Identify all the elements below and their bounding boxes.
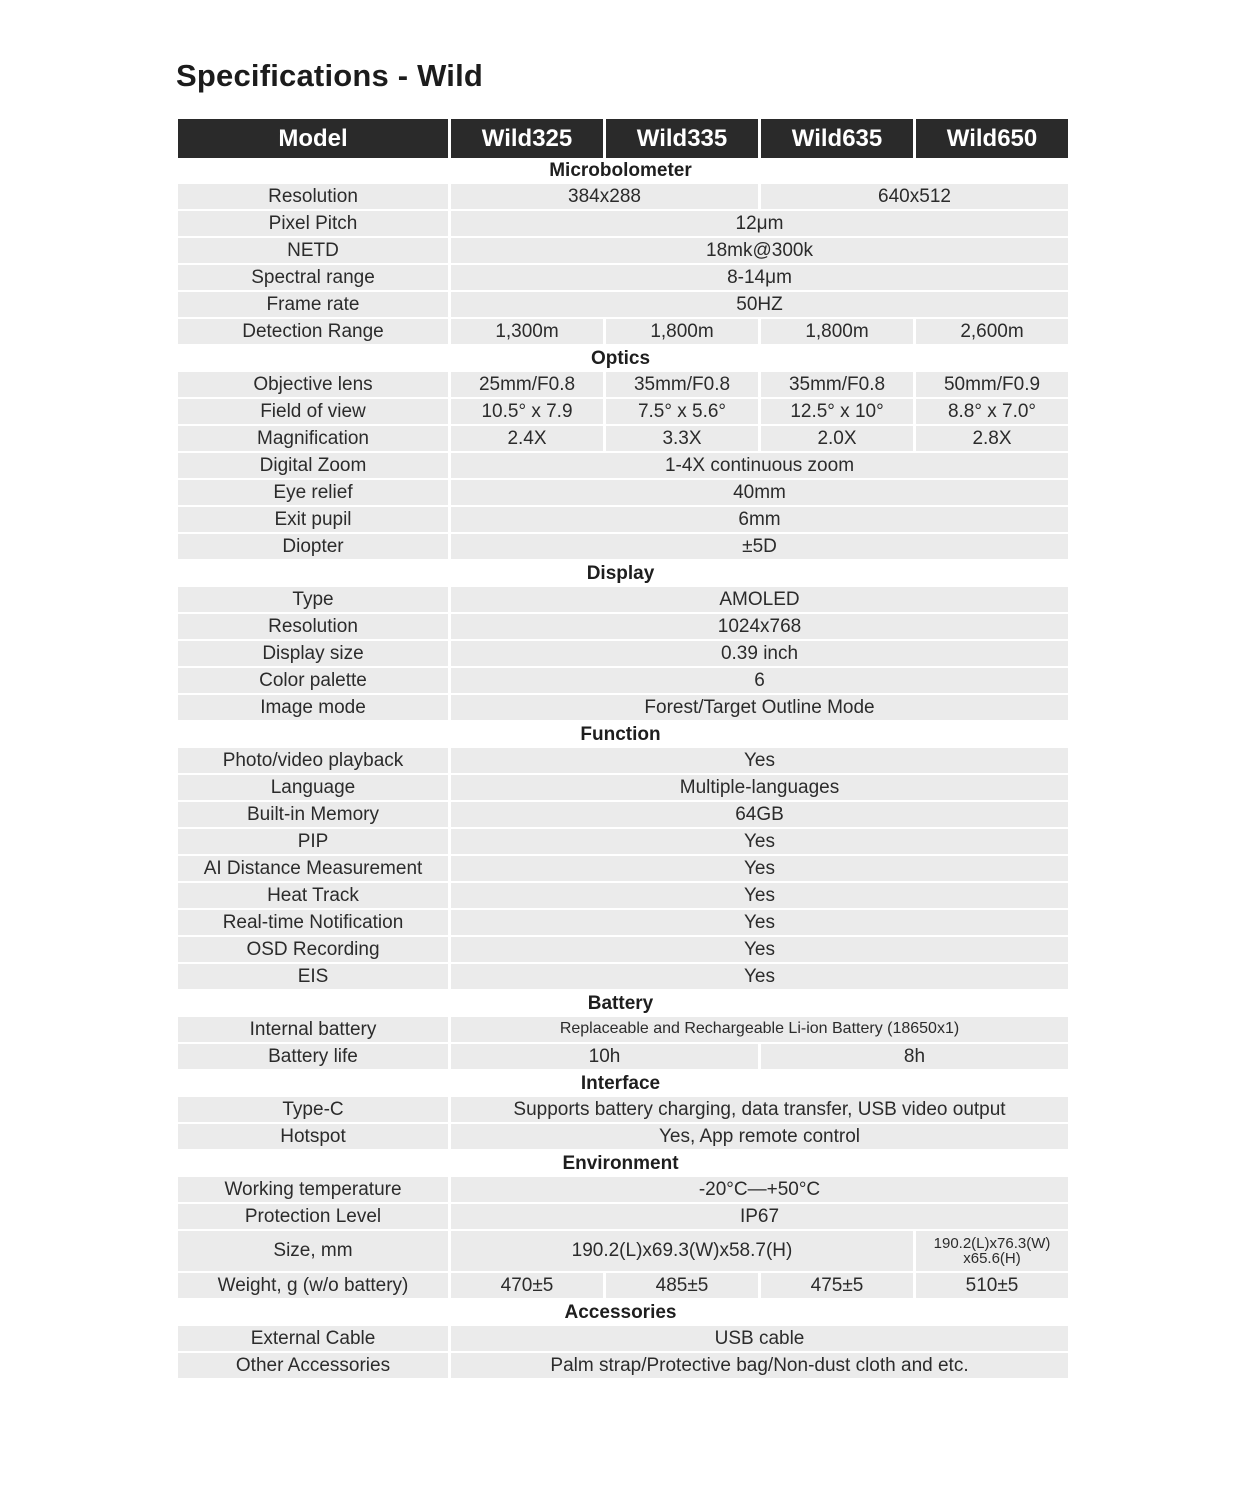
value-cell: 1,300m [451,319,603,344]
row-label: Weight, g (w/o battery) [178,1273,448,1298]
value-cell: -20°C—+50°C [451,1177,1068,1202]
row-label: Detection Range [178,319,448,344]
table-row [178,534,1063,559]
section-heading: Battery [587,993,654,1014]
value-cell: 64GB [451,802,1068,827]
table-row [178,426,1063,451]
table-row [178,319,1063,344]
value-cell: 2.8X [916,426,1068,451]
table-row [178,507,1063,532]
row-label: Photo/video playback [178,748,448,773]
row-label: NETD [178,238,448,263]
row-label: Eye relief [178,480,448,505]
table-row [178,1353,1063,1378]
table-row [178,184,1063,209]
value-cell: 12μm [451,211,1068,236]
table-row [178,668,1063,693]
table-row [178,1017,1063,1042]
table-row [178,292,1063,317]
header-wild335: Wild335 [606,119,758,158]
table-body [178,158,1063,1378]
value-cell: 25mm/F0.8 [451,372,603,397]
table-row [178,775,1063,800]
row-label: Digital Zoom [178,453,448,478]
value-cell: ±5D [451,534,1068,559]
row-label: Type-C [178,1097,448,1122]
value-cell: 190.2(L)x76.3(W) x65.6(H) [916,1231,1068,1271]
value-cell: 2,600m [916,319,1068,344]
value-cell: 12.5° x 10° [761,399,913,424]
table-row [178,695,1063,720]
value-cell: 35mm/F0.8 [606,372,758,397]
row-label: Spectral range [178,265,448,290]
row-label: OSD Recording [178,937,448,962]
row-label: Real-time Notification [178,910,448,935]
row-label: Type [178,587,448,612]
value-cell: 1024x768 [451,614,1068,639]
row-label: Diopter [178,534,448,559]
value-cell: 50mm/F0.9 [916,372,1068,397]
row-label: Built-in Memory [178,802,448,827]
value-cell: 1,800m [761,319,913,344]
value-cell: 384x288 [451,184,758,209]
value-cell: Replaceable and Rechargeable Li-ion Battery (18650x1) [451,1017,1068,1042]
value-cell: Yes [451,937,1068,962]
row-label: PIP [178,829,448,854]
table-row [178,1273,1063,1298]
table-row [178,1326,1063,1351]
table-row [178,453,1063,478]
header-model: Model [178,119,448,158]
row-label: Protection Level [178,1204,448,1229]
value-cell: 2.4X [451,426,603,451]
value-cell: AMOLED [451,587,1068,612]
value-cell: 10h [451,1044,758,1069]
value-cell: 40mm [451,480,1068,505]
row-label: Pixel Pitch [178,211,448,236]
value-cell: 1-4X continuous zoom [451,453,1068,478]
value-cell: USB cable [451,1326,1068,1351]
table-row [178,1231,1063,1271]
table-row [178,1204,1063,1229]
table-row [178,399,1063,424]
table-row [178,641,1063,666]
row-label: Frame rate [178,292,448,317]
value-cell: 475±5 [761,1273,913,1298]
row-label: Color palette [178,668,448,693]
row-label: Display size [178,641,448,666]
value-cell: 8.8° x 7.0° [916,399,1068,424]
value-cell: 8-14μm [451,265,1068,290]
table-row [178,480,1063,505]
section-heading: Display [586,563,655,584]
row-label: Heat Track [178,883,448,908]
table-row [178,614,1063,639]
row-label: Image mode [178,695,448,720]
row-label: Internal battery [178,1017,448,1042]
row-label: Working temperature [178,1177,448,1202]
value-cell: Yes [451,964,1068,989]
value-cell: 8h [761,1044,1068,1069]
section-heading: Optics [590,348,651,369]
value-cell: 50HZ [451,292,1068,317]
row-label: Hotspot [178,1124,448,1149]
spec-table [178,119,1063,1380]
section-heading: Environment [562,1153,679,1174]
value-cell: Yes [451,829,1068,854]
row-label: Size, mm [178,1231,448,1271]
value-cell: 0.39 inch [451,641,1068,666]
table-row [178,964,1063,989]
row-label: Resolution [178,184,448,209]
value-cell: Supports battery charging, data transfer, USB video output [451,1097,1068,1122]
value-cell: Yes [451,748,1068,773]
page-title: Specifications - Wild [176,58,484,93]
table-row [178,802,1063,827]
table-row [178,883,1063,908]
value-cell: Yes [451,883,1068,908]
row-label: Field of view [178,399,448,424]
table-row [178,587,1063,612]
header-wild325: Wild325 [451,119,603,158]
table-row [178,910,1063,935]
table-row [178,265,1063,290]
row-label: AI Distance Measurement [178,856,448,881]
row-label: Language [178,775,448,800]
value-cell: 470±5 [451,1273,603,1298]
value-cell: 3.3X [606,426,758,451]
row-label: EIS [178,964,448,989]
table-row [178,1177,1063,1202]
value-cell: Forest/Target Outline Mode [451,695,1068,720]
row-label: External Cable [178,1326,448,1351]
table-row [178,856,1063,881]
value-cell: IP67 [451,1204,1068,1229]
value-cell: 485±5 [606,1273,758,1298]
table-row [178,1044,1063,1069]
row-label: Battery life [178,1044,448,1069]
row-label: Objective lens [178,372,448,397]
value-cell: Multiple-languages [451,775,1068,800]
section-heading: Accessories [564,1302,677,1323]
row-label: Resolution [178,614,448,639]
table-row [178,238,1063,263]
header-wild635: Wild635 [761,119,913,158]
header-wild650: Wild650 [916,119,1068,158]
value-cell: 640x512 [761,184,1068,209]
row-label: Exit pupil [178,507,448,532]
table-row [178,1124,1063,1149]
table-row [178,748,1063,773]
value-cell: 1,800m [606,319,758,344]
value-cell: 10.5° x 7.9 [451,399,603,424]
value-cell: 7.5° x 5.6° [606,399,758,424]
section-heading: Interface [580,1073,661,1094]
table-header [178,119,1063,158]
value-cell: 2.0X [761,426,913,451]
table-row [178,937,1063,962]
value-cell: 190.2(L)x69.3(W)x58.7(H) [451,1231,913,1271]
table-row [178,1097,1063,1122]
table-row [178,829,1063,854]
value-cell: 510±5 [916,1273,1068,1298]
value-cell: Palm strap/Protective bag/Non-dust cloth and etc. [451,1353,1068,1378]
value-cell: 6mm [451,507,1068,532]
value-cell: 6 [451,668,1068,693]
section-heading: Function [580,724,661,745]
value-cell: 35mm/F0.8 [761,372,913,397]
table-row [178,211,1063,236]
row-label: Other Accessories [178,1353,448,1378]
value-cell: Yes [451,856,1068,881]
row-label: Magnification [178,426,448,451]
section-heading: Microbolometer [549,160,692,181]
value-cell: Yes [451,910,1068,935]
table-row [178,372,1063,397]
value-cell: Yes, App remote control [451,1124,1068,1149]
value-cell: 18mk@300k [451,238,1068,263]
